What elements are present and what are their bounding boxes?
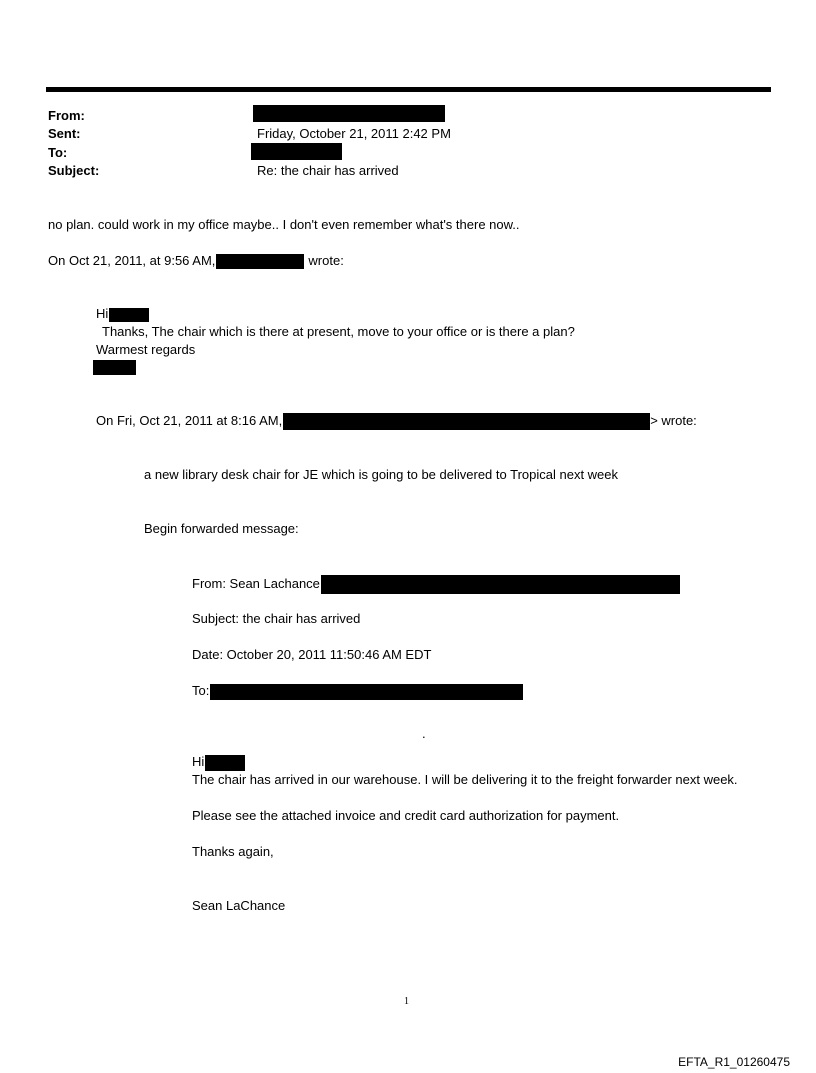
redaction-hi2-name [205,755,245,771]
quote2-prefix: On Fri, Oct 21, 2011 at 8:16 AM, [96,413,283,428]
invoice-line: Please see the attached invoice and credit card authorization for payment. [192,808,620,823]
signature: Sean LaChance [192,898,286,913]
fwd-date: Date: October 20, 2011 11:50:46 AM EDT [192,647,432,662]
fwd-subject: Subject: the chair has arrived [192,611,361,626]
thanks-line: Thanks, The chair which is there at present, move to your office or is there a plan? [102,324,575,339]
stray-dot: . [422,726,426,741]
arrived-line: The chair has arrived in our warehouse. I will be delivering it to the freight forwarder next week. [192,772,738,787]
quote1-prefix: On Oct 21, 2011, at 9:56 AM, [48,253,216,268]
redaction-sender2 [283,413,650,430]
redaction-fwd-to [210,684,523,700]
redaction-hi-name [109,308,149,322]
bates-number: EFTA_R1_01260475 [678,1055,790,1069]
subject-value: Re: the chair has arrived [257,163,399,178]
redaction-fwd-from [321,575,680,594]
redaction-sender1 [216,254,304,269]
from-label: From: [48,108,85,123]
regards-line: Warmest regards [96,342,196,357]
quote1-attribution [48,253,344,269]
hi2-word: Hi [192,754,205,769]
page-number: 1 [404,996,409,1007]
redaction-signoff [93,360,136,375]
hi-line [96,306,149,322]
hi-word: Hi [96,306,109,321]
reply-text: no plan. could work in my office maybe.. I don't even remember what's there now.. [48,217,520,232]
redaction-from [253,105,445,122]
header-rule [46,87,771,92]
quote1-suffix: wrote: [308,253,344,268]
fwd-from-line [192,575,680,594]
thanks-again: Thanks again, [192,844,274,859]
hi2-line [192,754,245,771]
to-label: To: [48,145,68,160]
library-line: a new library desk chair for JE which is going to be delivered to Tropical next week [144,467,619,482]
fwd-to: To: [192,683,210,698]
sent-value: Friday, October 21, 2011 2:42 PM [257,126,451,141]
quote2-suffix: > wrote: [650,413,697,428]
redaction-to [251,143,342,160]
fwd-from: From: Sean Lachance [192,575,320,591]
subject-label: Subject: [48,163,100,178]
quote2-attribution [96,413,697,430]
sent-label: Sent: [48,126,81,141]
fwd-to-line [192,683,523,700]
forwarded-line: Begin forwarded message: [144,521,299,536]
